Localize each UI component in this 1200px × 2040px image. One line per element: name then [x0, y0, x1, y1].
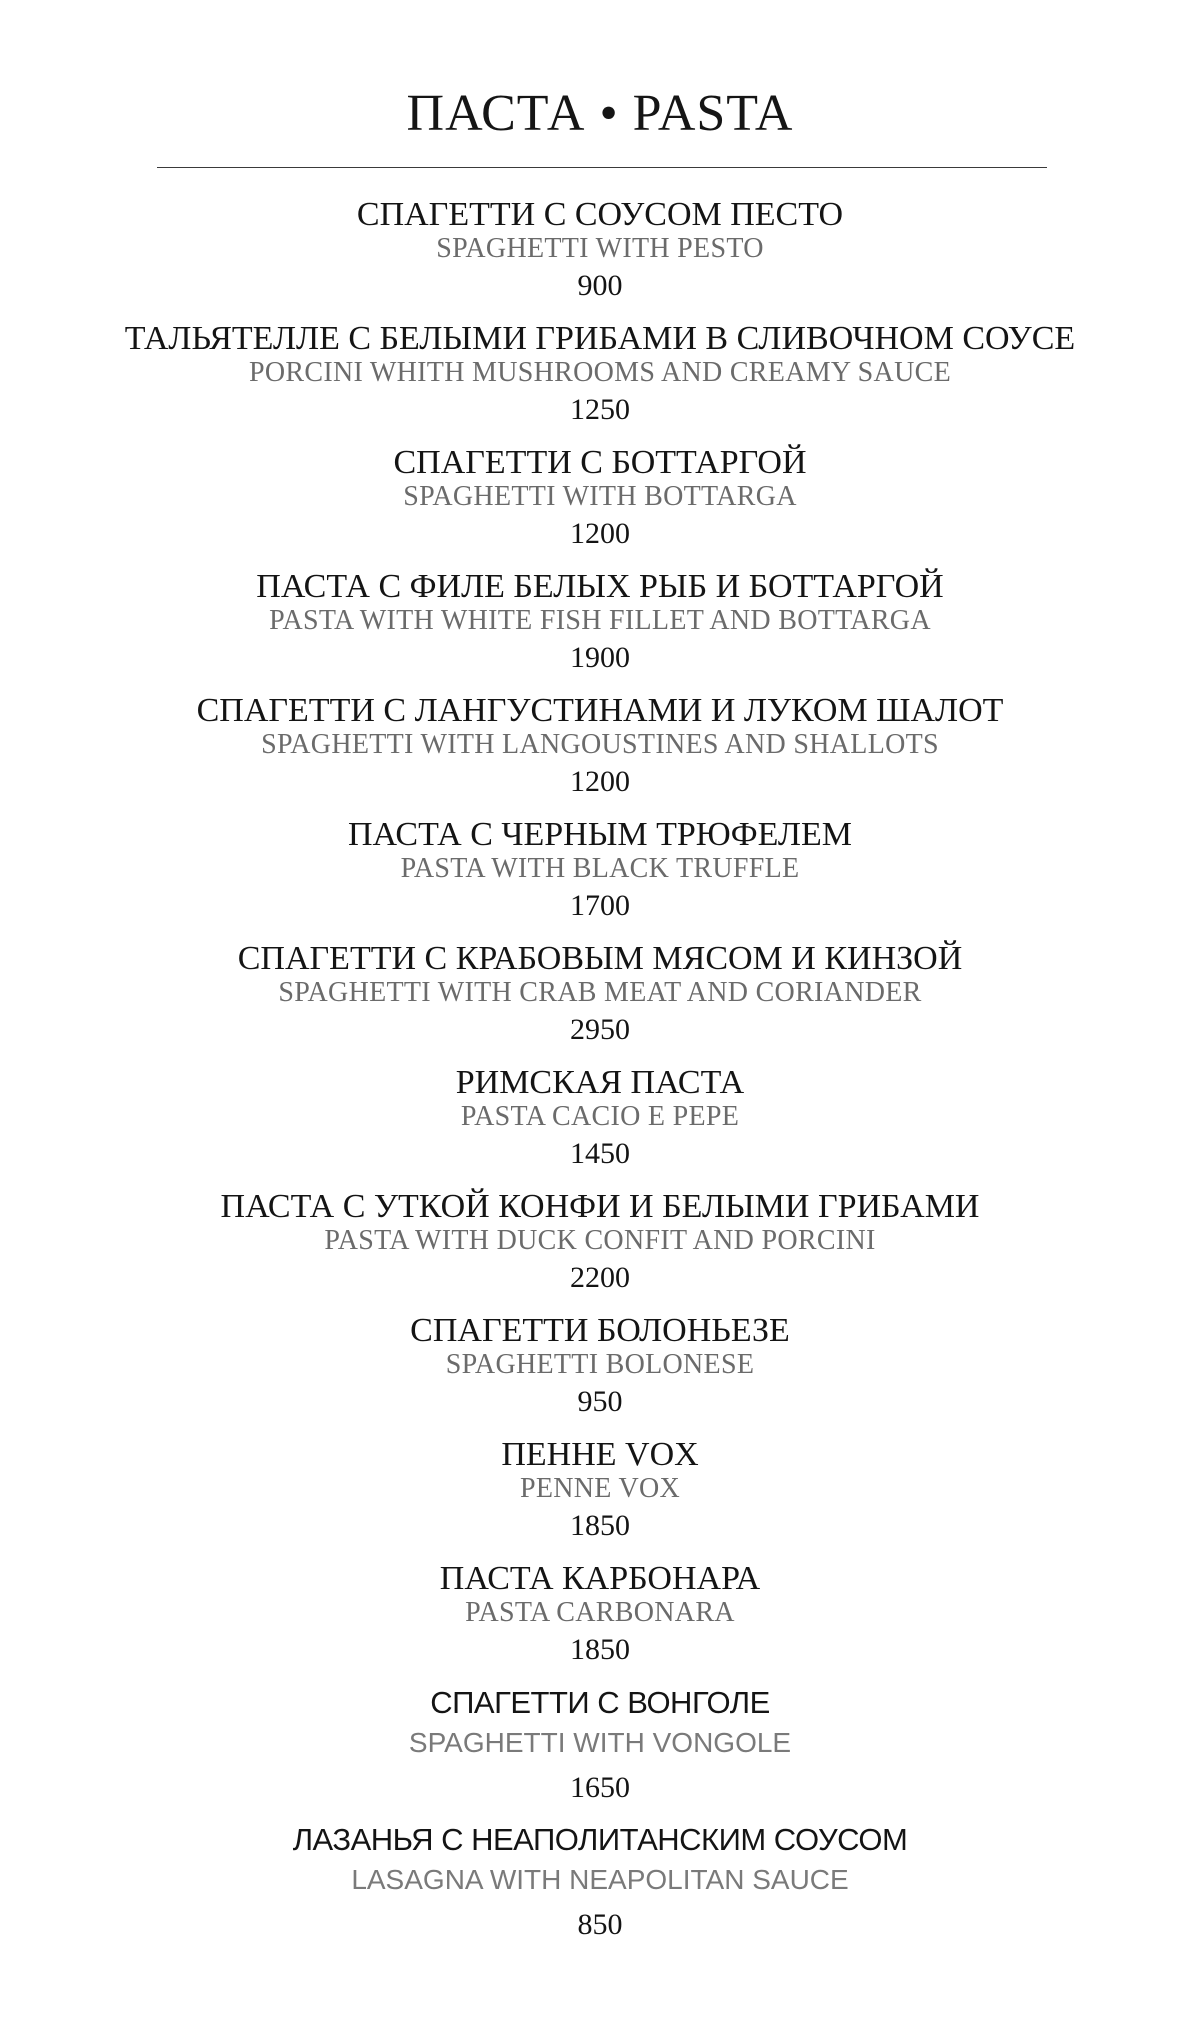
- dish-price: 2950: [570, 1013, 630, 1046]
- dish-name-ru: ПАСТА С УТКОЙ КОНФИ И БЕЛЫМИ ГРИБАМИ: [220, 1188, 980, 1225]
- dish-name-ru: ПЕННЕ VOX: [501, 1436, 699, 1473]
- menu-item: [0, 816, 1200, 940]
- menu-item: [0, 1064, 1200, 1188]
- dish-name-en: SPAGHETTI WITH CRAB MEAT AND CORIANDER: [278, 977, 922, 1008]
- dish-price: 1850: [570, 1633, 630, 1666]
- menu-list: [0, 196, 1200, 1958]
- dish-name-ru: СПАГЕТТИ С ЛАНГУСТИНАМИ И ЛУКОМ ШАЛОТ: [196, 692, 1004, 729]
- dish-name-en: PASTA WITH BLACK TRUFFLE: [400, 853, 800, 884]
- dish-name-en: SPAGHETTI WITH BOTTARGA: [403, 481, 797, 512]
- dish-price: 1200: [570, 765, 630, 798]
- menu-item: [0, 568, 1200, 692]
- menu-item: [0, 940, 1200, 1064]
- dish-name-ru: ЛАЗАНЬЯ С НЕАПОЛИТАНСКИМ СОУСОМ: [292, 1822, 908, 1857]
- page-title: ПАСТА • PASTA: [406, 85, 794, 142]
- title-divider: [157, 167, 1047, 168]
- dish-name-en: PORCINI WHITH MUSHROOMS AND CREAMY SAUCE: [249, 357, 951, 388]
- menu-item: [0, 320, 1200, 444]
- dish-name-ru: ТАЛЬЯТЕЛЛЕ С БЕЛЫМИ ГРИБАМИ В СЛИВОЧНОМ СОУСЕ: [124, 320, 1076, 357]
- menu-item: [0, 1188, 1200, 1312]
- dish-price: 900: [577, 269, 623, 302]
- menu-item: [0, 196, 1200, 320]
- dish-name-en: PASTA WITH WHITE FISH FILLET AND BOTTARGA: [269, 605, 931, 636]
- dish-name-en: SPAGHETTI WITH PESTO: [436, 233, 764, 264]
- dish-name-en: SPAGHETTI BOLONESE: [445, 1349, 755, 1380]
- menu-item: [0, 1560, 1200, 1684]
- dish-name-ru: СПАГЕТТИ С КРАБОВЫМ МЯСОМ И КИНЗОЙ: [237, 940, 963, 977]
- dish-price: 950: [577, 1385, 623, 1418]
- dish-name-ru: ПАСТА КАРБОНАРА: [439, 1560, 761, 1597]
- menu-item: [0, 1821, 1200, 1958]
- dish-name-en: SPAGHETTI WITH LANGOUSTINES AND SHALLOTS: [261, 729, 939, 760]
- dish-price: 1850: [570, 1509, 630, 1542]
- menu-item: [0, 1436, 1200, 1560]
- dish-price: 1650: [570, 1771, 630, 1804]
- dish-name-ru: СПАГЕТТИ С СОУСОМ ПЕСТО: [356, 196, 844, 233]
- dish-price: 1900: [570, 641, 630, 674]
- dish-name-ru: РИМСКАЯ ПАСТА: [455, 1064, 745, 1101]
- dish-name-ru: СПАГЕТТИ С БОТТАРГОЙ: [393, 444, 807, 481]
- dish-name-en: PENNE VOX: [519, 1473, 681, 1504]
- dish-price: 2200: [570, 1261, 630, 1294]
- dish-price: 850: [577, 1908, 623, 1941]
- menu-item: [0, 692, 1200, 816]
- menu-item: [0, 1312, 1200, 1436]
- dish-name-ru: СПАГЕТТИ С ВОНГОЛЕ: [430, 1685, 770, 1720]
- dish-price: 1700: [570, 889, 630, 922]
- dish-name-en: SPAGHETTI WITH VONGOLE: [408, 1727, 792, 1758]
- dish-price: 1450: [570, 1137, 630, 1170]
- menu-item: [0, 444, 1200, 568]
- dish-name-ru: СПАГЕТТИ БОЛОНЬЕЗЕ: [410, 1312, 790, 1349]
- dish-name-en: LASAGNA WITH NEAPOLITAN SAUCE: [351, 1864, 849, 1895]
- dish-price: 1250: [570, 393, 630, 426]
- dish-price: 1200: [570, 517, 630, 550]
- dish-name-ru: ПАСТА С ФИЛЕ БЕЛЫХ РЫБ И БОТТАРГОЙ: [256, 568, 944, 605]
- dish-name-en: PASTA CACIO E PEPE: [460, 1101, 740, 1132]
- dish-name-ru: ПАСТА С ЧЕРНЫМ ТРЮФЕЛЕМ: [348, 816, 852, 853]
- dish-name-en: PASTA WITH DUCK CONFIT AND PORCINI: [324, 1225, 876, 1256]
- menu-item: [0, 1684, 1200, 1821]
- dish-name-en: PASTA CARBONARA: [465, 1597, 735, 1628]
